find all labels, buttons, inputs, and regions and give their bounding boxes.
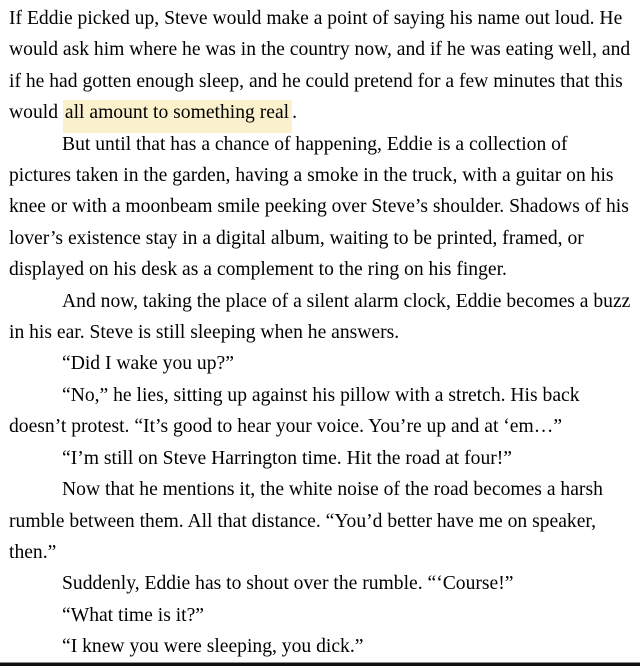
paragraph: [9, 380, 633, 443]
text-run: “No,” he lies, sitting up against his pillow with a stretch. His back doesn’t protest. “It’s good to hear your voice. You’re up and at ‘em…”: [9, 384, 580, 438]
text-run: “What time is it?”: [62, 604, 204, 626]
text-run: “I’m still on Steve Harrington time. Hit the road at four!”: [62, 447, 512, 469]
paragraph: [9, 474, 633, 568]
paragraph: [9, 3, 633, 129]
paragraph: [9, 286, 633, 349]
paragraph: [9, 600, 633, 631]
window-bottom-edge: [0, 662, 640, 666]
text-run: And now, taking the place of a silent alarm clock, Eddie becomes a buzz in his ear. Steve is still sleeping when he answers.: [9, 290, 631, 344]
text-run: .: [292, 102, 297, 124]
highlighted-text: all amount to something real: [63, 100, 292, 133]
paragraph: [9, 443, 633, 474]
paragraph: [9, 631, 633, 662]
paragraph: [9, 568, 633, 599]
text-run: Suddenly, Eddie has to shout over the rumble. “‘Course!”: [62, 573, 514, 595]
text-run: “I knew you were sleeping, you dick.”: [62, 636, 364, 658]
text-run: Now that he mentions it, the white noise of the road becomes a harsh rumble between them. All that distance. “You’d better have me on speaker, then.”: [9, 479, 603, 563]
text-run: “Did I wake you up?”: [62, 353, 234, 375]
paragraph: [9, 129, 633, 286]
paragraph: [9, 348, 633, 379]
text-run: But until that has a chance of happening, Eddie is a collection of pictures taken in the garden, having a smoke in the truck, with a guitar on his knee or with a moonbeam smile peeking over Steve’s shoulder. Shadows of his lover’s existence stay in a digital album, waiting to be printed, framed, or displayed on his desk as a complement to the ring on his finger.: [9, 133, 629, 281]
text-run: If Eddie picked up, Steve would make a point of saying his name out loud. He would ask him where he was in the country now, and if he was eating well, and if he had gotten enough sleep, and he could pretend for a few minutes that this would: [9, 8, 631, 124]
